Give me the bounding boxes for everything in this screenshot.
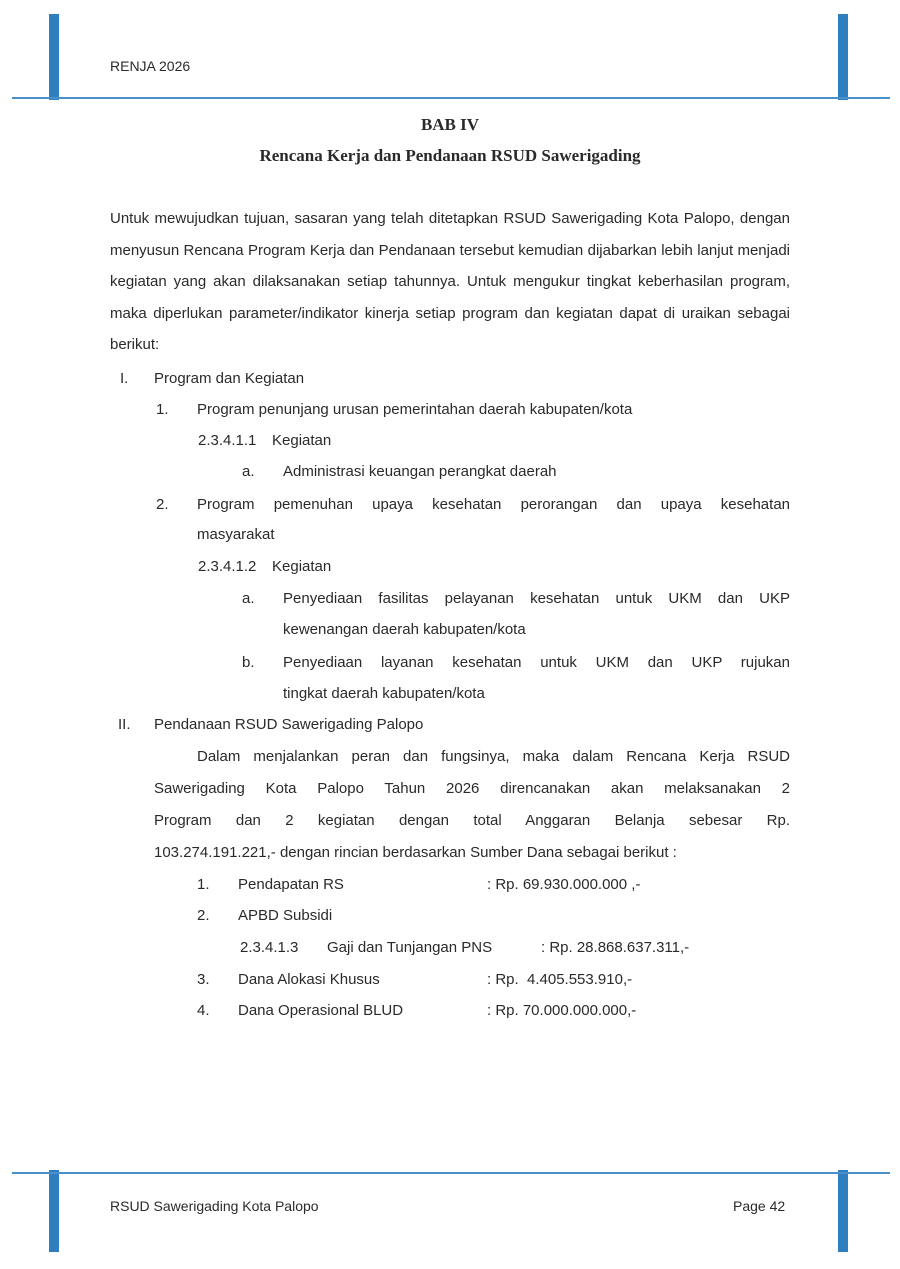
section1-title: Program dan Kegiatan [154, 370, 305, 387]
funding-1-label: Pendapatan RS [238, 876, 344, 893]
program2-item-b-letter: b. [242, 654, 255, 671]
program2-item-a-line1: Penyediaan fasilitas pelayanan kesehatan untuk UKM dan UKP [283, 590, 790, 607]
program2-activity-label: Kegiatan [272, 558, 332, 575]
program2-item-a-letter: a. [242, 590, 255, 607]
footer-right-bar [838, 1170, 848, 1252]
section2-title: Pendanaan RSUD Sawerigading Palopo [154, 716, 424, 733]
intro-paragraph: Untuk mewujudkan tujuan, sasaran yang telah ditetapkan RSUD Sawerigading Kota Palopo, dengan menyusun Rencana Program Kerja dan Pendanaan tersebut kemudian dijabarkan lebih lanjut menjadi kegiatan yang akan dilaksanakan setiap tahunnya. Untuk mengukur tingkat keberhasilan program, maka diperlukan parameter/indikator kinerja setiap program dan kegiatan dapat di uraikan sebagai berikut: [110, 210, 790, 353]
header-rule [12, 97, 890, 99]
funding-3-label: Dana Alokasi Khusus [238, 971, 380, 988]
header-doc-label: RENJA 2026 [110, 58, 191, 74]
section2-paragraph-line2: Sawerigading Kota Palopo Tahun 2026 direncanakan akan melaksanakan 2 [154, 780, 790, 797]
footer-left-bar [49, 1170, 59, 1252]
funding-2-label: APBD Subsidi [238, 907, 333, 924]
program2-item-b-line1: Penyediaan layanan kesehatan untuk UKM dan UKP rujukan [283, 654, 790, 671]
program2-number: 2. [156, 496, 169, 513]
funding-2-number: 2. [197, 907, 210, 924]
funding-4-amount: : Rp. 70.000.000.000,- [487, 1002, 637, 1019]
section2-paragraph-line3: Program dan 2 kegiatan dengan total Anggaran Belanja sebesar Rp. [154, 812, 790, 829]
section1-number: I. [120, 370, 129, 387]
header-left-bar [49, 14, 59, 100]
footer-org: RSUD Sawerigading Kota Palopo [110, 1198, 319, 1214]
funding-4-label: Dana Operasional BLUD [238, 1002, 404, 1019]
footer-page-number: Page 42 [733, 1198, 786, 1214]
program1-number: 1. [156, 401, 169, 418]
funding-3-amount: : Rp. 4.405.553.910,- [487, 971, 633, 988]
program2-item-a-line2: kewenangan daerah kabupaten/kota [283, 621, 526, 638]
program1-item-a-letter: a. [242, 463, 255, 480]
program2-title-line1: Program pemenuhan upaya kesehatan perorangan dan upaya kesehatan [197, 496, 790, 513]
program2-activity-code: 2.3.4.1.2 [198, 558, 257, 575]
funding-2-sub-label: Gaji dan Tunjangan PNS [327, 939, 493, 956]
section2-paragraph-line4: 103.274.191.221,- dengan rincian berdasarkan Sumber Dana sebagai berikut : [154, 844, 677, 861]
footer-rule [12, 1172, 890, 1174]
funding-2-sub-amount: : Rp. 28.868.637.311,- [541, 939, 690, 956]
section2-number: II. [118, 716, 131, 733]
funding-1-amount: : Rp. 69.930.000.000 ,- [487, 876, 641, 893]
funding-3-number: 3. [197, 971, 210, 988]
section2-paragraph-line1: Dalam menjalankan peran dan fungsinya, maka dalam Rencana Kerja RSUD [197, 748, 790, 765]
program1-activity-code: 2.3.4.1.1 [198, 432, 257, 449]
funding-4-number: 4. [197, 1002, 210, 1019]
program1-item-a-text: Administrasi keuangan perangkat daerah [283, 463, 557, 480]
chapter-title: Rencana Kerja dan Pendanaan RSUD Sawerigading [259, 146, 641, 165]
header-right-bar [838, 14, 848, 100]
program1-activity-label: Kegiatan [272, 432, 332, 449]
program1-title: Program penunjang urusan pemerintahan daerah kabupaten/kota [197, 401, 633, 418]
funding-2-sub-code: 2.3.4.1.3 [240, 939, 299, 956]
chapter-number: BAB IV [420, 115, 480, 134]
program2-item-b-line2: tingkat daerah kabupaten/kota [283, 685, 485, 702]
funding-1-number: 1. [197, 876, 210, 893]
program2-title-line2: masyarakat [197, 526, 275, 543]
